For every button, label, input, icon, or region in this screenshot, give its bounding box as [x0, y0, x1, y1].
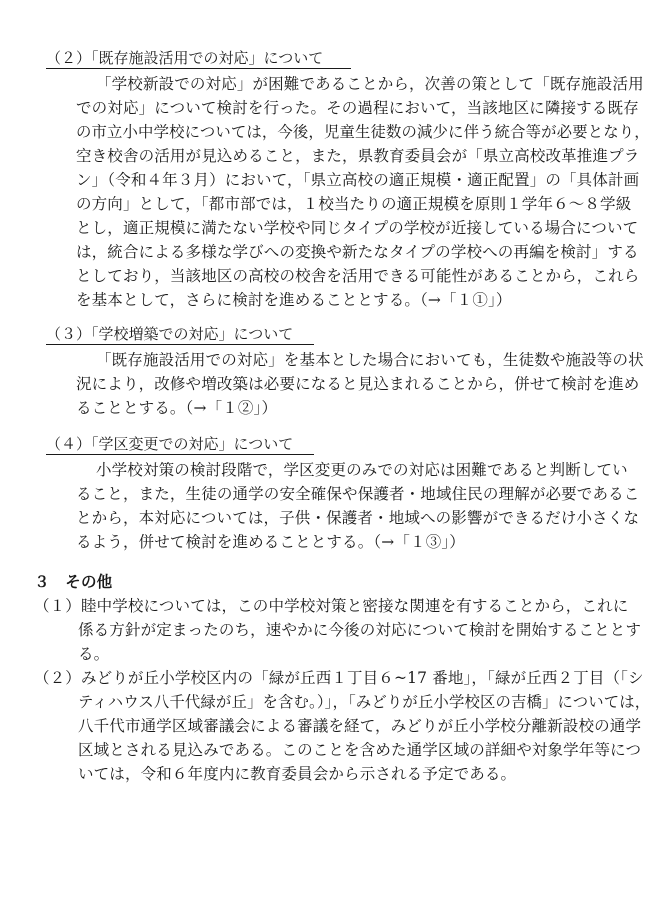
- section-2-line: の方向」として，「都市部では，１校当たりの適正規模を原則１学年６～８学級: [76, 195, 632, 213]
- other-heading: ３ その他: [34, 573, 113, 591]
- other-line: 係る方針が定まったのち，速やかに今後の対応について検討を開始することとす: [78, 621, 642, 639]
- section-2-heading: （２）「既存施設活用での対応」について: [46, 48, 351, 69]
- section-2-line: の市立小中学校については，今後，児童生徒数の減少に伴う統合等が必要となり，: [76, 123, 650, 141]
- other-line: ティハウス八千代緑が丘」を含む。）」，「みどりが丘小学校区の吉橋」については，: [78, 693, 651, 711]
- other-line: （２）みどりが丘小学校区内の「緑が丘西１丁目６~17 番地」，「緑が丘西２丁目（「シ: [34, 669, 644, 687]
- section-4-heading: （４）「学区変更での対応」について: [46, 434, 314, 455]
- section-3-line: ることとする。（→「１②」）: [76, 399, 278, 417]
- section-2-line: 空き校舎の活用が見込めること，また，県教育委員会が「県立高校改革推進プラ: [76, 147, 640, 165]
- section-4-line: るよう，併せて検討を進めることとする。（→「１③」）: [76, 533, 465, 551]
- other-line: いては，令和６年度内に教育委員会から示される予定である。: [78, 765, 517, 783]
- section-4-line: 小学校対策の検討段階で，学区変更のみでの対応は困難であると判断してい: [96, 461, 628, 479]
- section-2-line: としており，当該地区の高校の校舎を活用できる可能性があることから，これら: [76, 267, 640, 285]
- section-4-line: ること，また，生徒の通学の安全確保や保護者・地域住民の理解が必要であるこ: [76, 485, 640, 503]
- section-2-line: 「学校新設での対応」が困難であることから，次善の策として「既存施設活用: [96, 75, 644, 93]
- other-line: 区域とされる見込みである。このことを含めた通学区域の詳細や対象学年等につ: [78, 741, 642, 759]
- section-3-line: 「既存施設活用での対応」を基本とした場合においても，生徒数や施設等の状: [96, 351, 644, 369]
- other-line: る。: [78, 645, 110, 663]
- section-2-line: は，統合による多様な学びへの変換や新たなタイプの学校への再編を検討」する: [76, 243, 639, 261]
- section-3-line: 況により，改修や増改築は必要になると見込まれることから，併せて検討を進め: [76, 375, 640, 393]
- section-2-line: とし，適正規模に満たない学校や同じタイプの学校が近接している場合について: [76, 219, 639, 237]
- section-2-line: ン」（令和４年３月）において，「県立高校の適正規模・適正配置」の「具体計画: [76, 171, 640, 189]
- other-line: （１）睦中学校については，この中学校対策と密接な関連を有することから，これに: [34, 597, 629, 615]
- section-3-heading: （３）「学校増築での対応」について: [46, 324, 314, 345]
- section-2-line: での対応」について検討を行った。その過程において，当該地区に隣接する既存: [76, 99, 639, 117]
- other-line: 八千代市通学区域審議会による審議を経て，みどりが丘小学校分離新設校の通学: [78, 717, 642, 735]
- section-4-line: とから，本対応については，子供・保護者・地域への影響ができるだけ小さくな: [76, 509, 640, 527]
- section-2-line: を基本として，さらに検討を進めることとする。（→「１①」）: [76, 291, 512, 309]
